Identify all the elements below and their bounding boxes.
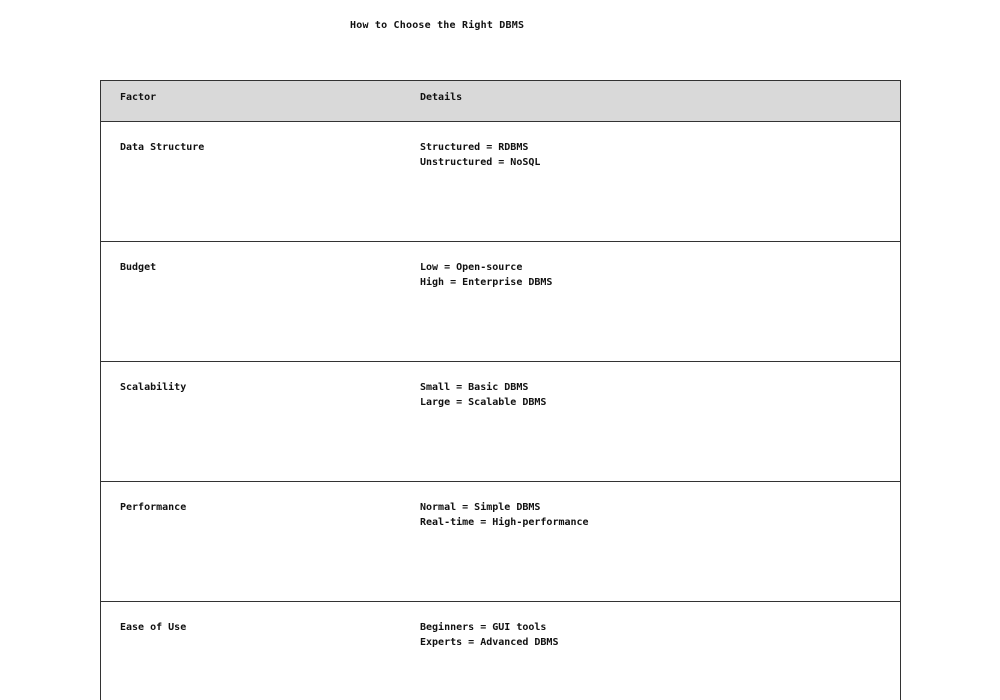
factor-cell: Data Structure <box>120 142 205 153</box>
details-cell <box>420 620 558 650</box>
dbms-table <box>100 80 901 700</box>
details-line: Real-time = High-performance <box>420 517 589 528</box>
details-line: Normal = Simple DBMS <box>420 502 541 513</box>
factor-cell: Ease of Use <box>120 622 187 633</box>
details-line: Small = Basic DBMS <box>420 382 529 393</box>
page-title: How to Choose the Right DBMS <box>350 20 525 31</box>
table-row <box>101 482 900 602</box>
table-row <box>101 362 900 482</box>
details-line: Structured = RDBMS <box>420 142 529 153</box>
details-cell <box>420 500 589 530</box>
details-line: Unstructured = NoSQL <box>420 157 541 168</box>
details-line: Experts = Advanced DBMS <box>420 637 559 648</box>
details-cell <box>420 260 552 290</box>
table-row <box>101 122 900 242</box>
details-line: Beginners = GUI tools <box>420 622 547 633</box>
details-cell <box>420 140 540 170</box>
details-line: Large = Scalable DBMS <box>420 397 547 408</box>
factor-cell: Performance <box>120 502 187 513</box>
factor-cell: Scalability <box>120 382 187 393</box>
header-factor: Factor <box>120 92 157 103</box>
details-cell <box>420 380 546 410</box>
table-row <box>101 602 900 700</box>
table-row <box>101 242 900 362</box>
details-line: Low = Open-source <box>420 262 523 273</box>
header-details: Details <box>420 92 463 103</box>
table-header-row <box>101 81 900 122</box>
factor-cell: Budget <box>120 262 157 273</box>
details-line: High = Enterprise DBMS <box>420 277 553 288</box>
